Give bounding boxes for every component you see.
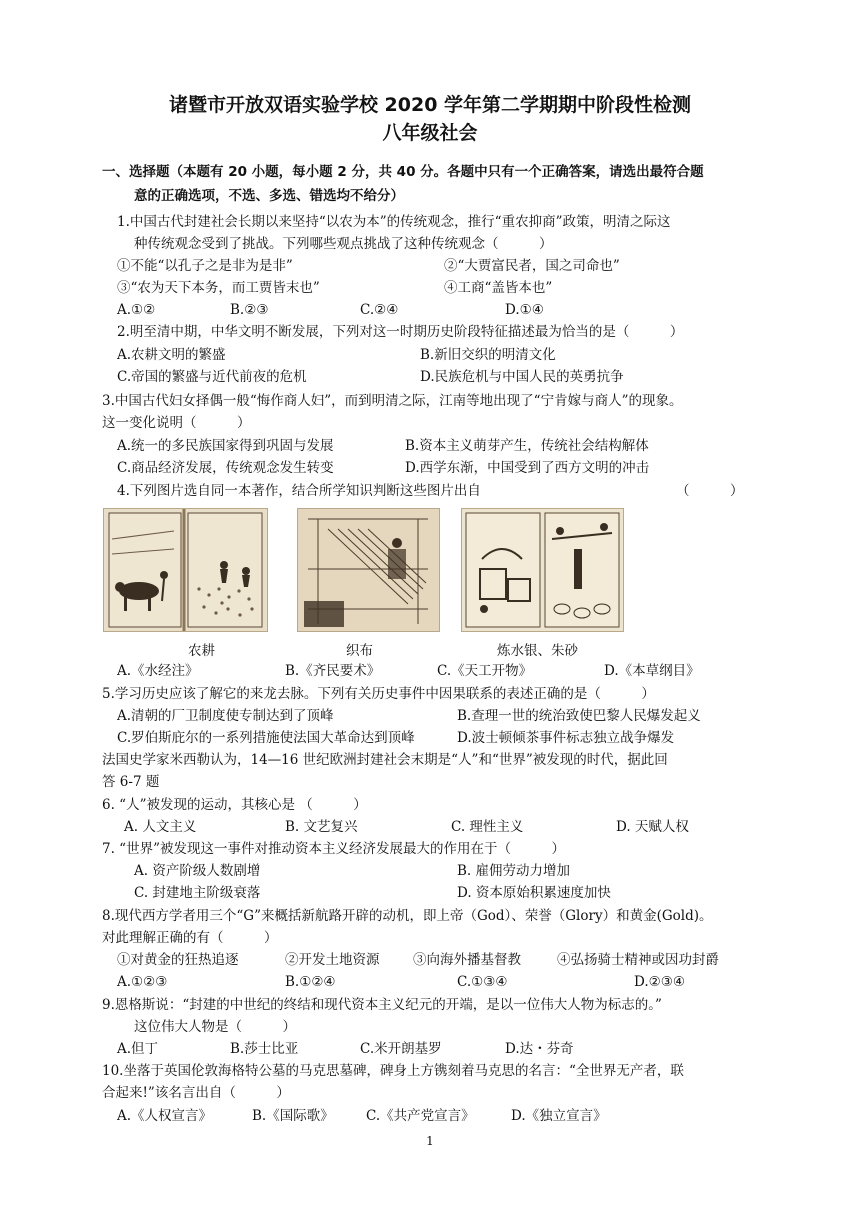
q9-option-b: B.莎士比亚 — [230, 1041, 299, 1057]
q10-option-a: A.《人权宣言》 — [117, 1108, 213, 1124]
q6-option-a: A. 人文主义 — [124, 819, 197, 835]
q9-option-a: A.但丁 — [117, 1041, 159, 1057]
q8-statement-2: ②开发土地资源 — [285, 952, 380, 968]
q7-option-c: C. 封建地主阶级衰落 — [134, 885, 261, 901]
q4-answer-paren: （ ） — [676, 483, 744, 499]
q3-option-c: C.商品经济发展，传统观念发生转变 — [117, 460, 334, 476]
q5-option-b: B.查理一世的统治致使巴黎人民爆发起义 — [457, 708, 701, 724]
q8-option-d: D.②③④ — [634, 974, 685, 990]
q1-stem-line1: 1.中国古代封建社会长期以来坚持“以农为本”的传统观念，推行“重农抑商”政策，明清之际这 — [117, 214, 671, 230]
q1-statement-3: ③“农为天下本务，而工贾皆末也” — [117, 280, 320, 296]
q10-option-b: B.《国际歌》 — [252, 1108, 334, 1124]
q3-option-a: A.统一的多民族国家得到巩固与发展 — [117, 438, 334, 454]
farming-illustration — [104, 509, 267, 631]
farming-woodcut-image — [103, 508, 268, 632]
q2-option-c: C.帝国的繁盛与近代前夜的危机 — [117, 369, 307, 385]
q10-stem-line1: 10.坐落于英国伦敦海格特公墓的马克思墓碑，碑身上方镌刻着马克思的名言：“全世界无产者，联 — [102, 1063, 684, 1079]
q1-stem-line2: 种传统观念受到了挑战。下列哪些观点挑战了这种传统观念（ ） — [134, 236, 553, 252]
q10-stem-line2: 合起来!”该名言出自（ ） — [102, 1085, 290, 1101]
q8-stem-line1: 8.现代西方学者用三个“G”来概括新航路开辟的动机，即上帝（God）、荣誉（Glory）和黄金(Gold)。 — [102, 908, 713, 924]
q8-statement-1: ①对黄金的狂热追逐 — [117, 952, 239, 968]
q2-option-d: D.民族危机与中国人民的英勇抗争 — [420, 369, 624, 385]
q6-option-c: C. 理性主义 — [451, 819, 524, 835]
q8-option-b: B.①②④ — [285, 974, 336, 990]
q7-option-d: D. 资本原始积累速度加快 — [457, 885, 611, 901]
weaving-image — [297, 508, 440, 632]
q8-stem-line2: 对此理解正确的有（ ） — [102, 930, 278, 946]
q3-option-d: D.西学东渐，中国受到了西方文明的冲击 — [405, 460, 650, 476]
q5-stem: 5.学习历史应该了解它的来龙去脉。下列有关历史事件中因果联系的表述正确的是（ ） — [102, 686, 655, 702]
q8-option-c: C.①③④ — [457, 974, 508, 990]
q2-stem: 2.明至清中期，中华文明不断发展，下列对这一时期历史阶段特征描述最为恰当的是（ ） — [117, 324, 684, 340]
q9-stem-line1: 9.恩格斯说：“封建的中世纪的终结和现代资本主义纪元的开端，是以一位伟大人物为标志的。” — [102, 997, 662, 1013]
q6-stem: 6. “人”被发现的运动，其核心是 （ ） — [102, 797, 367, 813]
q5-option-a: A.清朝的厂卫制度使专制达到了顶峰 — [117, 708, 334, 724]
q6-7-intro-line2: 答 6-7 题 — [102, 774, 160, 790]
q8-option-a: A.①②③ — [117, 974, 168, 990]
q9-option-d: D.达・芬奇 — [505, 1041, 574, 1057]
q7-option-a: A. 资产阶级人数剧增 — [134, 863, 261, 879]
q5-option-c: C.罗伯斯庇尔的一系列措施使法国大革命达到顶峰 — [117, 730, 415, 746]
q6-7-intro-line1: 法国史学家米西勒认为，14—16 世纪欧洲封建社会末期是“人”和“世界”被发现的时代，据此回 — [102, 752, 668, 768]
section-heading-line1: 一、选择题（本题有 20 小题，每小题 2 分，共 40 分。各题中只有一个正确答案，请选出最符合题 — [102, 164, 704, 180]
q7-stem: 7. “世界”被发现这一事件对推动资本主义经济发展最大的作用在于（ ） — [102, 841, 565, 857]
q3-stem-line1: 3.中国古代妇女择偶一般“悔作商人妇”，而到明清之际，江南等地出现了“宁肯嫁与商人”的现象。 — [102, 393, 683, 409]
page-number: 1 — [426, 1134, 434, 1148]
q9-option-c: C.米开朗基罗 — [360, 1041, 442, 1057]
q9-stem-line2: 这位伟大人物是（ ） — [134, 1019, 296, 1035]
q1-statement-1: ①不能“以孔子之是非为是非” — [117, 258, 293, 274]
q4-option-b: B.《齐民要术》 — [285, 663, 381, 679]
smelting-image — [461, 508, 624, 632]
q4-option-d: D.《本草纲目》 — [604, 663, 700, 679]
q8-statement-4: ④弘扬骑士精神或因功封爵 — [557, 952, 719, 968]
q7-option-b: B. 雇佣劳动力增加 — [457, 863, 571, 879]
q4-option-c: C.《天工开物》 — [437, 663, 533, 679]
q6-option-b: B. 文艺复兴 — [285, 819, 358, 835]
q5-option-d: D.波士顿倾茶事件标志独立战争爆发 — [457, 730, 675, 746]
q4-caption-farming: 农耕 — [188, 643, 215, 659]
q3-stem-line2: 这一变化说明（ ） — [102, 415, 251, 431]
weaving-illustration — [298, 509, 439, 631]
q4-stem: 4.下列图片选自同一本著作，结合所学知识判断这些图片出自 — [117, 483, 481, 499]
q3-option-b: B.资本主义萌芽产生，传统社会结构解体 — [405, 438, 649, 454]
q1-statement-4: ④工商“盖皆本也” — [444, 280, 553, 296]
q4-caption-weaving: 织布 — [346, 643, 373, 659]
q1-statement-2: ②“大贾富民者，国之司命也” — [444, 258, 620, 274]
q1-option-d: D.①④ — [505, 302, 544, 318]
q2-option-a: A.农耕文明的繁盛 — [117, 347, 226, 363]
q1-option-b: B.②③ — [230, 302, 269, 318]
q4-option-a: A.《水经注》 — [117, 663, 199, 679]
q8-statement-3: ③向海外播基督教 — [413, 952, 521, 968]
q10-option-c: C.《共产党宣言》 — [366, 1108, 475, 1124]
exam-subtitle: 八年级社会 — [382, 122, 478, 144]
q2-option-b: B.新旧交织的明清文化 — [420, 347, 556, 363]
q1-option-a: A.①② — [117, 302, 156, 318]
exam-title: 诸暨市开放双语实验学校 2020 学年第二学期期中阶段性检测 — [168, 94, 692, 116]
section-heading-line2: 意的正确选项，不选、多选、错选均不给分） — [134, 188, 404, 204]
q1-option-c: C.②④ — [360, 302, 399, 318]
q10-option-d: D.《独立宣言》 — [511, 1108, 607, 1124]
q4-caption-smelting: 炼水银、朱砂 — [497, 643, 578, 659]
smelting-illustration — [462, 509, 623, 631]
q6-option-d: D. 天赋人权 — [616, 819, 689, 835]
